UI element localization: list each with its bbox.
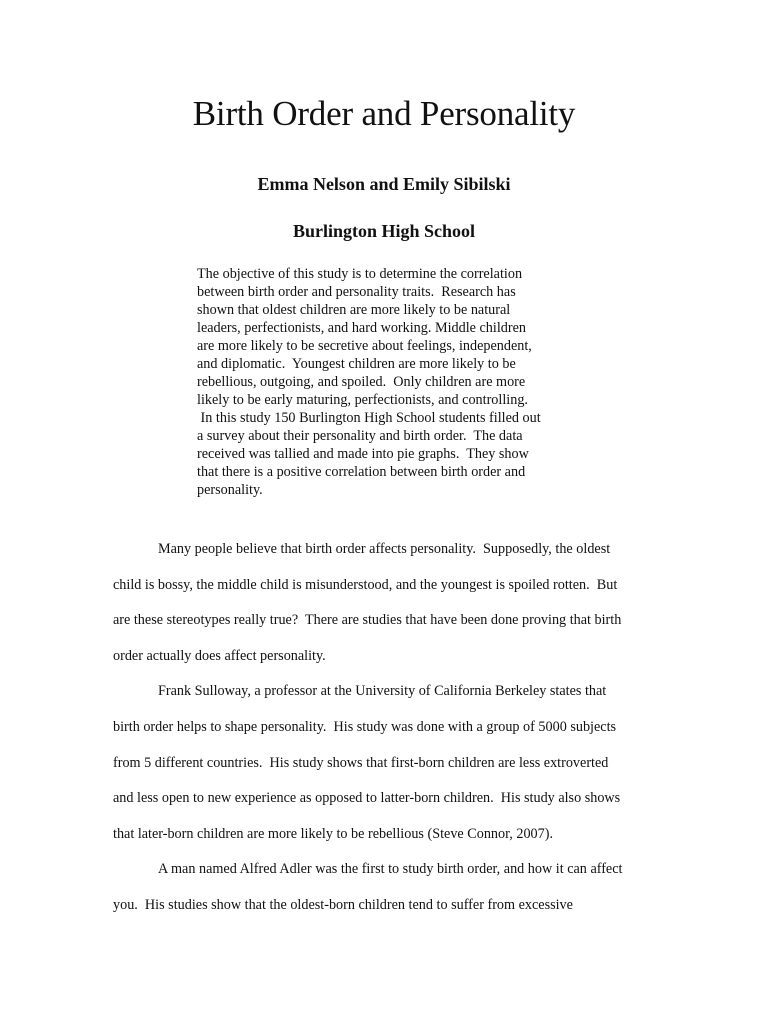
abstract-line: and diplomatic. Youngest children are more likely to be bbox=[197, 356, 516, 372]
body-line: and less open to new experience as opposed to latter-born children. His study also shows bbox=[113, 790, 621, 807]
body-line: A man named Alfred Adler was the first to study birth order, and how it can affect bbox=[158, 861, 623, 878]
body-line: from 5 different countries. His study shows that first-born children are less extroverted bbox=[113, 754, 609, 771]
abstract bbox=[197, 265, 577, 499]
abstract-line: received was tallied and made into pie graphs. They show bbox=[197, 446, 529, 462]
abstract-line: a survey about their personality and birth order. The data bbox=[197, 428, 523, 444]
body-line: you. His studies show that the oldest-born children tend to suffer from excessive bbox=[113, 896, 573, 913]
body-line: that later-born children are more likely to be rebellious (Steve Connor, 2007). bbox=[113, 825, 554, 842]
body-line: birth order helps to shape personality. His study was done with a group of 5000 subjects bbox=[113, 718, 617, 735]
body-text bbox=[113, 532, 673, 924]
body-line: Many people believe that birth order affects personality. Supposedly, the oldest bbox=[158, 541, 611, 557]
abstract-line: shown that oldest children are more likely to be natural bbox=[197, 302, 511, 318]
abstract-line: between birth order and personality traits. Research has bbox=[197, 284, 516, 300]
body-line: are these stereotypes really true? There are studies that have been done proving that birth bbox=[113, 612, 622, 629]
abstract-line: likely to be early maturing, perfectionists, and controlling. bbox=[197, 392, 528, 408]
body-line: order actually does affect personality. bbox=[113, 647, 326, 664]
abstract-line: that there is a positive correlation between birth order and bbox=[197, 464, 526, 480]
abstract-line: personality. bbox=[197, 482, 263, 498]
abstract-line: The objective of this study is to determine the correlation bbox=[197, 266, 523, 282]
abstract-line: In this study 150 Burlington High School students filled out bbox=[197, 410, 541, 426]
paper-title: Birth Order and Personality bbox=[192, 94, 576, 133]
body-line: child is bossy, the middle child is misunderstood, and the youngest is spoiled rotten. But bbox=[113, 576, 618, 593]
paper-authors: Emma Nelson and Emily Sibilski bbox=[257, 174, 511, 194]
abstract-line: leaders, perfectionists, and hard working. Middle children bbox=[197, 320, 526, 336]
paper-affiliation: Burlington High School bbox=[292, 221, 476, 241]
body-line: Frank Sulloway, a professor at the University of California Berkeley states that bbox=[158, 683, 607, 700]
abstract-line: rebellious, outgoing, and spoiled. Only children are more bbox=[197, 374, 526, 390]
abstract-line: are more likely to be secretive about feelings, independent, bbox=[197, 338, 532, 354]
